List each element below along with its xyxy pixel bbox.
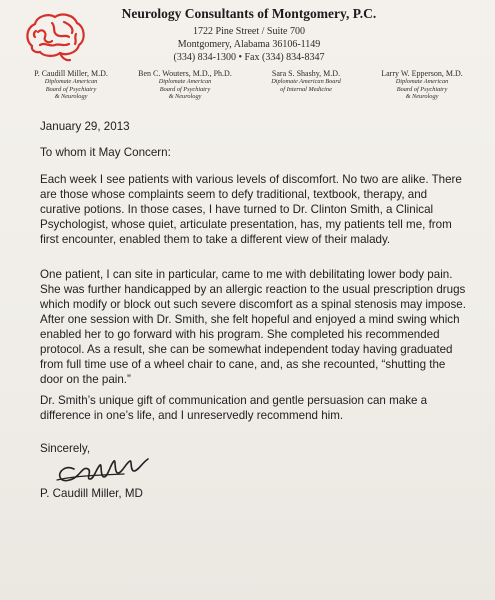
doctor-block xyxy=(129,69,241,101)
doctor-credential: & Neurology xyxy=(54,93,88,101)
body-paragraph: Dr. Smith’s unique gift of communication and gentle persuasion can make a difference in one’s life, and I unreservedly recommend him. xyxy=(40,394,428,422)
letter-date: January 29, 2013 xyxy=(40,120,130,133)
doctor-credential: Board of Psychiatry xyxy=(45,85,97,93)
doctor-name: Ben C. Wouters, M.D., Ph.D. xyxy=(138,69,232,78)
doctor-credential: Diplomate American xyxy=(395,78,449,85)
doctor-block xyxy=(15,69,127,101)
city-line: Montgomery, Alabama 36106-1149 xyxy=(177,39,321,50)
phone-fax-line: (334) 834-1300 • Fax (334) 834-8347 xyxy=(173,52,325,63)
body-paragraph: One patient, I can site in particular, came to me with debilitating lower body pain. She was further handicapped by an allergic reaction to the usual prescription drugs which modify or block out such severe discomfort as a spinal stenosis may impose. After one session with Dr. Smith, she felt hopeful and enjoyed a mind swing which enabled her to go forward with his program. She completed his recommended protocol. As a result, she can be somewhat independent today having graduated from full time use of a wheel chair to cane, and, as she recounted, “shutting the door on the pain.” xyxy=(40,268,466,386)
doctor-block xyxy=(250,69,362,93)
doctor-credential: & Neurology xyxy=(168,93,202,101)
doctor-credential: Diplomate American xyxy=(44,78,98,85)
doctor-name: Larry W. Epperson, M.D. xyxy=(381,69,463,78)
signer-name: P. Caudill Miller, MD xyxy=(40,487,143,500)
doctor-block xyxy=(366,69,478,101)
salutation: To whom it May Concern: xyxy=(40,146,171,159)
doctor-name: P. Caudill Miller, M.D. xyxy=(34,69,108,78)
doctor-credential: & Neurology xyxy=(405,93,439,101)
closing: Sincerely, xyxy=(40,442,91,455)
doctor-credential: Diplomate American xyxy=(158,78,212,85)
doctor-credential: Diplomate American Board xyxy=(271,78,341,85)
doctor-credential: of Internal Medicine xyxy=(280,85,332,93)
address-line: 1722 Pine Street / Suite 700 xyxy=(193,26,305,37)
doctor-credential: Board of Psychiatry xyxy=(396,85,448,93)
doctor-credential: Board of Psychiatry xyxy=(159,85,211,93)
doctor-name: Sara S. Shashy, M.D. xyxy=(271,69,341,78)
brain-icon xyxy=(22,10,88,62)
handwritten-signature xyxy=(54,447,154,487)
org-name: Neurology Consultants of Montgomery, P.C. xyxy=(121,6,377,21)
body-paragraph: Each week I see patients with various levels of discomfort. No two are alike. There are those whose complaints seem to defy traditional, textbook, therapy, and curative potions. In those cases, I have turned to Dr. Clinton Smith, a Clinical Psychologist, whose quiet, articulate presentation, has, my patients tell me, from first encounter, enabled them to take a different view of their malady. xyxy=(40,173,462,246)
